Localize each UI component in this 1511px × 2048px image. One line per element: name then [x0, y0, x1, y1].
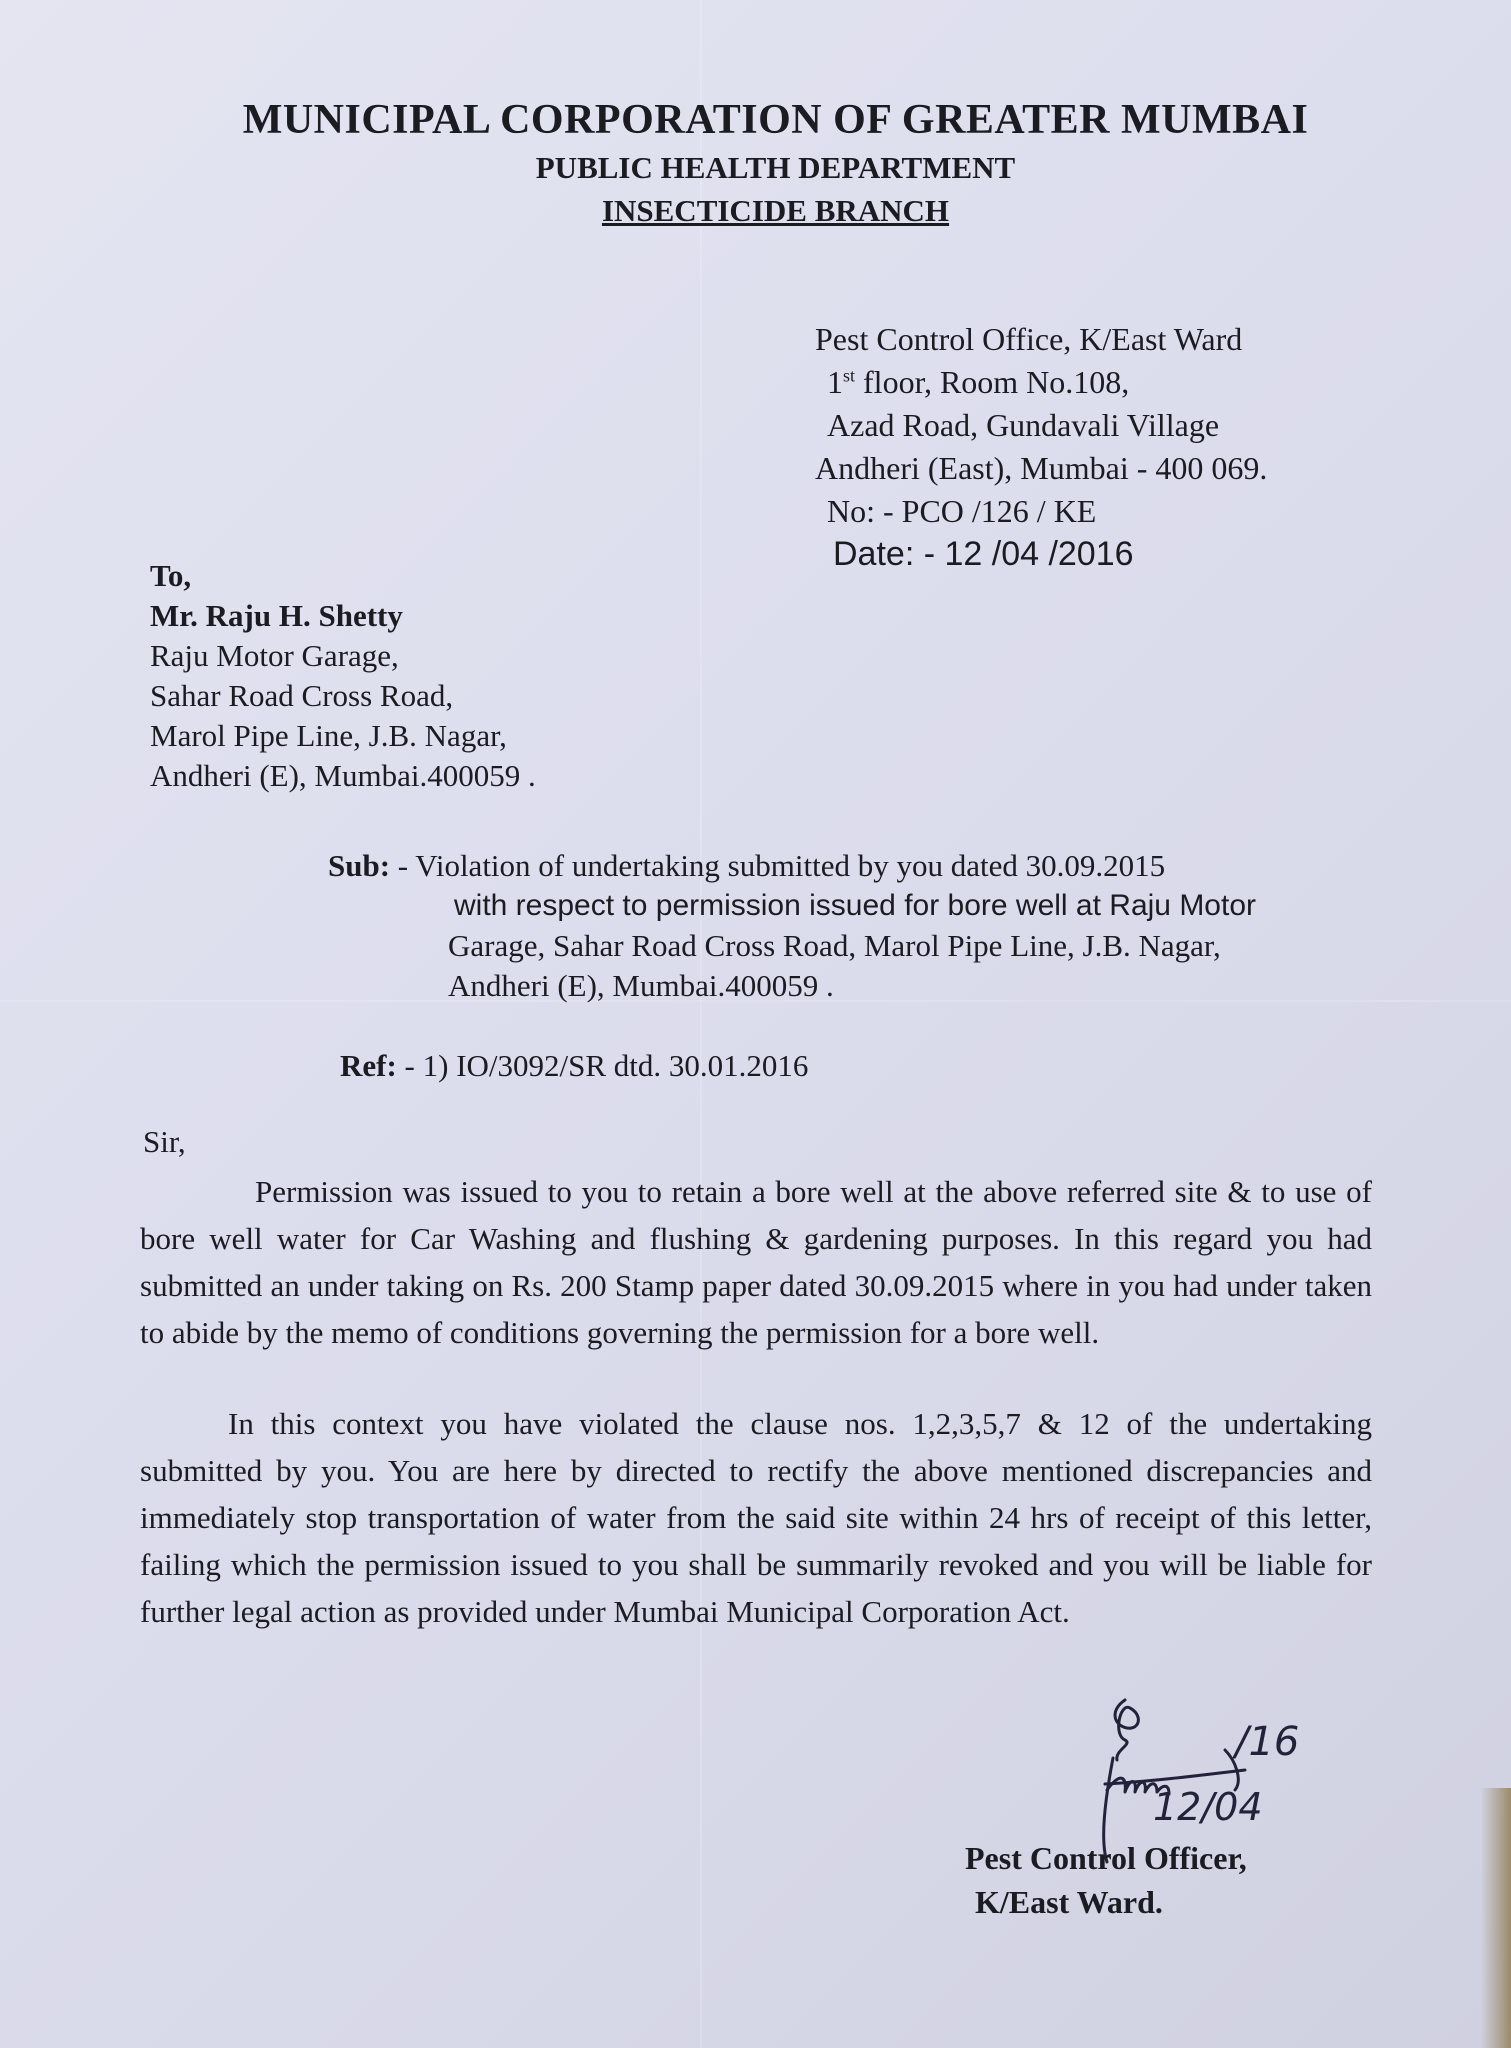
office-line: Pest Control Office, K/East Ward [815, 321, 1243, 357]
subject-line: Garage, Sahar Road Cross Road, Marol Pipe Line, J.B. Nagar, [448, 928, 1221, 963]
floor-suffix: st [843, 365, 856, 386]
corporation-name: MUNICIPAL CORPORATION OF GREATER MUMBAI [242, 97, 1309, 143]
recipient-line: Sahar Road Cross Road, [150, 678, 454, 713]
recipient-name: Mr. Raju H. Shetty [150, 598, 403, 633]
sender-address [815, 318, 1267, 576]
reference-text: - 1) IO/3092/SR dtd. 30.01.2016 [396, 1048, 809, 1083]
floor-number: 1 [827, 364, 843, 400]
to-label: To, [150, 558, 192, 593]
signatory [965, 1836, 1247, 1924]
recipient-line: Raju Motor Garage, [150, 638, 399, 673]
paper-edge-shadow [1481, 1788, 1511, 2048]
recipient-line: Marol Pipe Line, J.B. Nagar, [150, 718, 507, 753]
subject-line: Andheri (E), Mumbai.400059 . [448, 968, 834, 1003]
recipient-address [150, 556, 536, 796]
subject-line: with respect to permission issued for bore well at Raju Motor [454, 889, 1257, 922]
office-line: Azad Road, Gundavali Village [827, 407, 1220, 443]
office-line: Andheri (East), Mumbai - 400 069. [815, 450, 1268, 486]
subject-text: - Violation of undertaking submitted by you dated 30.09.2015 [390, 848, 1166, 883]
letter-date: Date: - 12 /04 /2016 [833, 535, 1134, 573]
subject-label: Sub: [328, 848, 391, 883]
department-name: PUBLIC HEALTH DEPARTMENT [535, 150, 1016, 185]
branch-name: INSECTICIDE BRANCH [601, 193, 950, 228]
reference-line [340, 1048, 808, 1084]
paper-fold [700, 0, 702, 2048]
reference-label: Ref: [340, 1048, 397, 1083]
signatory-title: Pest Control Officer, [965, 1840, 1247, 1876]
signatory-ward: K/East Ward. [975, 1884, 1163, 1920]
letter-number: No: - PCO /126 / KE [827, 493, 1097, 529]
floor-room: floor, Room No.108, [855, 364, 1130, 400]
signature-date-suffix: /16 [1235, 1719, 1300, 1765]
signature-date: 12/04 [1153, 1785, 1263, 1829]
body-paragraph: Permission was issued to you to retain a bore well at the above referred site & to use of bore well water for Car Washing and flushing & gardening purposes. In this regard you had submitted an under taking on Rs. 200 Stamp paper dated 30.09.2015 where in you had under taken to abide by the memo of conditions governing the permission for a bore well. [140, 1174, 1372, 1350]
body-paragraph: In this context you have violated the clause nos. 1,2,3,5,7 & 12 of the undertaking submitted by you. You are here by directed to rectify the above mentioned discrepancies and immediately stop transportation of water from the said site within 24 hrs of receipt of this letter, failing which the permission issued to you shall be summarily revoked and you will be liable for further legal action as provided under Mumbai Municipal Corporation Act. [140, 1406, 1372, 1629]
subject-block [328, 846, 1256, 1006]
recipient-line: Andheri (E), Mumbai.400059 . [150, 758, 536, 793]
salutation: Sir, [143, 1124, 186, 1159]
office-line [815, 361, 1267, 404]
subject-line [328, 846, 1256, 886]
